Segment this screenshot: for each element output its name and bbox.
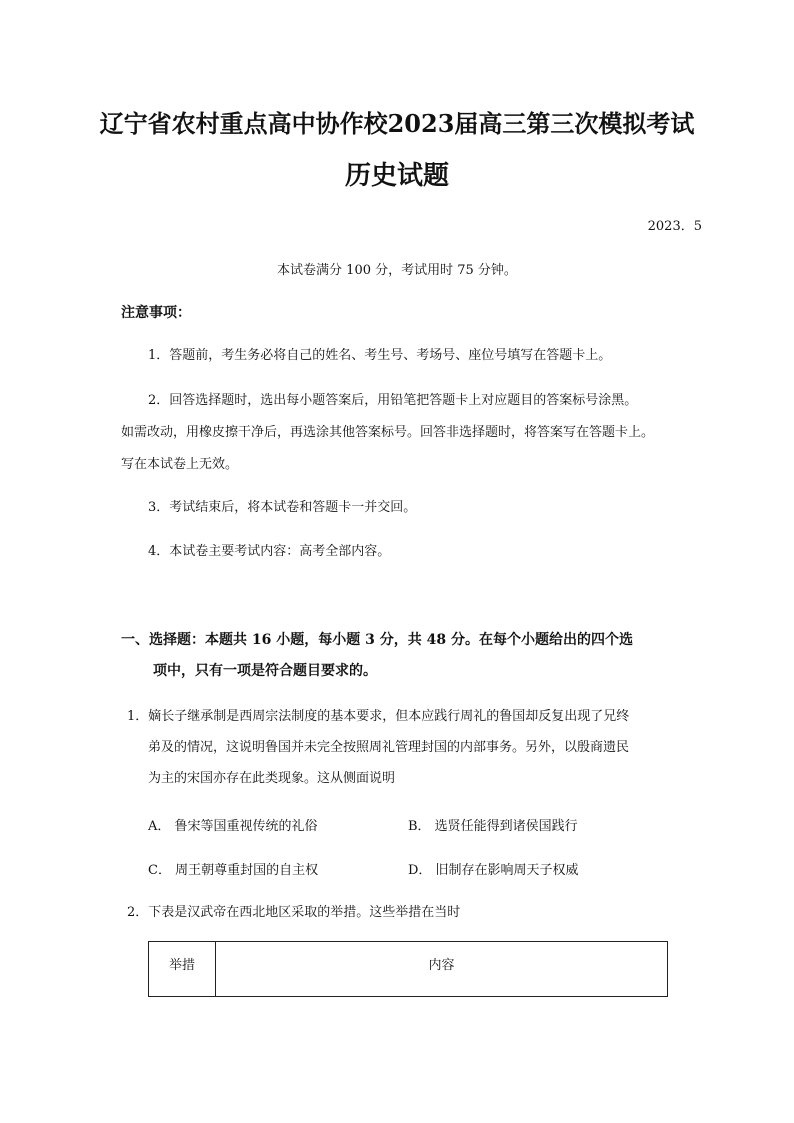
question-2-stem: 2．下表是汉武帝在西北地区采取的举措。这些举措在当时 [127,905,461,920]
question-1-line-3: 为主的宋国亦存在此类现象。这从侧面说明 [148,771,396,786]
notice-item-2-line-1: 2．回答选择题时，选出每小题答案后，用铅笔把答题卡上对应题目的答案标号涂黑。 [148,393,638,408]
exam-title: 辽宁省农村重点高中协作校2023届高三第三次模拟考试 [99,109,695,138]
question-1-option-a: A． 鲁宋等国重视传统的礼俗 [148,819,318,834]
exam-date: 2023．5 [647,219,702,234]
exam-subject: 历史试题 [344,161,449,191]
question-1-line-1: 1．嫡长子继承制是西周宗法制度的基本要求，但本应践行周礼的鲁国却反复出现了兄终 [127,709,630,724]
question-1-option-d: D． 旧制存在影响周天子权威 [408,863,579,878]
table-header-content: 内容 [216,942,668,997]
notice-heading: 注意事项： [121,305,191,321]
notice-item-1: 1．答题前，考生务必将自己的姓名、考生号、考场号、座位号填写在答题卡上。 [148,348,612,363]
exam-info: 本试卷满分 100 分，考试用时 75 分钟。 [277,263,517,278]
notice-item-3: 3．考试结束后，将本试卷和答题卡一并交回。 [148,500,417,515]
question-2-table [148,941,668,997]
section-1-heading-line-2: 项中，只有一项是符合题目要求的。 [153,663,377,679]
question-1-line-2: 弟及的情况，这说明鲁国并未完全按照周礼管理封国的内部事务。另外，以殷商遗民 [148,740,630,755]
notice-item-2-line-3: 写在本试卷上无效。 [121,457,239,472]
section-1-heading-line-1: 一、选择题：本题共 16 小题，每小题 3 分，共 48 分。在每个小题给出的四个选 [121,632,633,648]
notice-item-2-line-2: 如需改动，用橡皮擦干净后，再选涂其他答案标号。回答非选择题时，将答案写在答题卡上。 [121,425,655,440]
table-header-row [149,942,668,997]
question-1-option-c: C． 周王朝尊重封国的自主权 [148,863,319,878]
question-1-option-b: B． 选贤任能得到诸侯国践行 [408,819,578,834]
table-header-measure: 举措 [149,942,216,997]
notice-item-4: 4．本试卷主要考试内容：高考全部内容。 [148,544,391,559]
